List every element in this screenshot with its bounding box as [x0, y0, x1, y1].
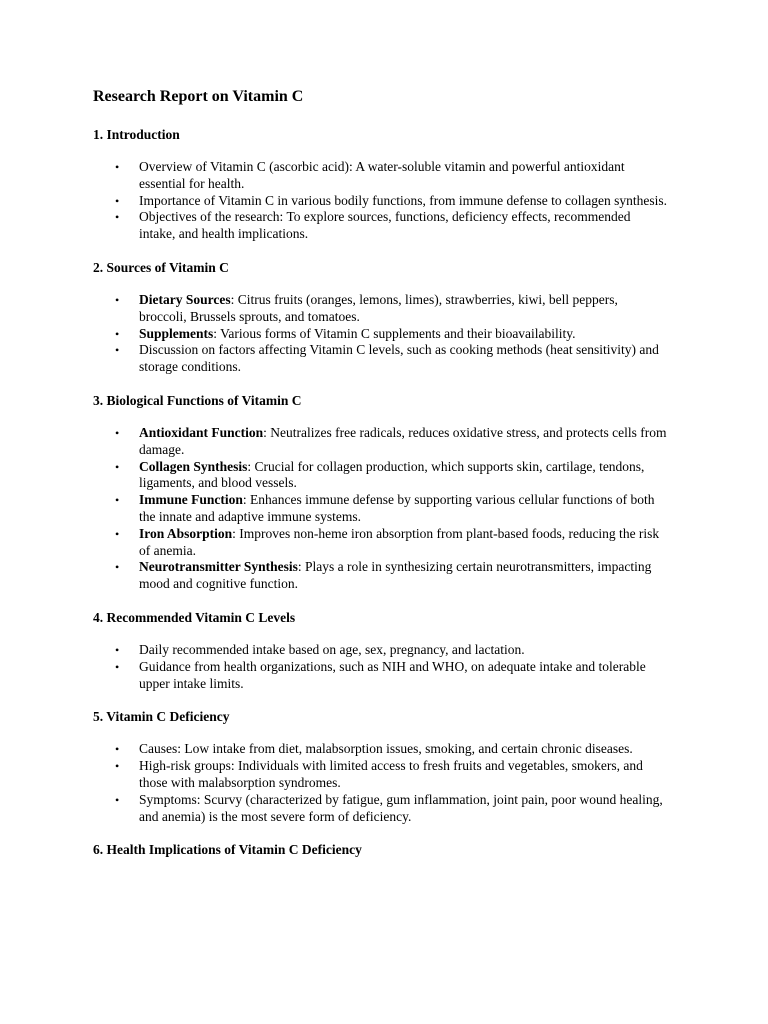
list-item — [93, 792, 668, 826]
item-text: Symptoms: Scurvy (characterized by fatigue, gum inflammation, joint pain, poor wound healing, and anemia) is the most severe form of deficiency. — [139, 791, 663, 824]
item-text: : Enhances immune defense by supporting various cellular functions of both the innate and adaptive immune systems. — [139, 492, 655, 524]
item-text: : Improves non-heme iron absorption from plant-based foods, reducing the risk of anemia. — [139, 525, 660, 558]
item-text: : Plays a role in synthesizing certain neurotransmitters, impacting mood and cognitive function. — [139, 559, 652, 592]
section-heading: 6. Health Implications of Vitamin C Deficiency — [93, 842, 362, 858]
item-text: High-risk groups: Individuals with limited access to fresh fruits and vegetables, smokers, and those with malabsorption syndromes. — [139, 758, 643, 790]
bullet-icon: • — [115, 759, 120, 774]
section-heading: 1. Introduction — [93, 127, 180, 142]
bullet-icon: • — [115, 792, 120, 807]
bullet-icon: • — [115, 292, 120, 307]
section-heading: 5. Vitamin C Deficiency — [93, 709, 230, 725]
item-text: Daily recommended intake based on age, sex, pregnancy, and lactation. — [139, 641, 525, 657]
section-heading: 2. Sources of Vitamin C — [93, 259, 229, 275]
item-text: : Various forms of Vitamin C supplements and their bioavailability. — [213, 325, 576, 341]
list-item — [93, 209, 668, 243]
list-item — [93, 741, 668, 758]
bullet-icon: • — [115, 210, 120, 225]
item-text: : Neutralizes free radicals, reduces oxidative stress, and protects cells from damage. — [139, 424, 667, 457]
bullet-icon: • — [115, 326, 120, 341]
bullet-list — [93, 741, 668, 825]
list-item — [93, 425, 668, 459]
item-text: Importance of Vitamin C in various bodily functions, from immune defense to collagen synthesis. — [139, 192, 667, 208]
bullet-icon: • — [115, 560, 120, 575]
item-text: Discussion on factors affecting Vitamin C levels, such as cooking methods (heat sensitivity) and storage conditions. — [139, 342, 659, 375]
bullet-icon: • — [115, 742, 120, 757]
bullet-icon: • — [115, 193, 120, 208]
list-item — [93, 193, 668, 210]
item-text: Guidance from health organizations, such as NIH and WHO, on adequate intake and tolerable upper intake limits. — [139, 658, 646, 691]
item-term: Iron Absorption — [139, 525, 233, 541]
bullet-icon: • — [115, 160, 120, 174]
bullet-icon: • — [115, 493, 120, 508]
item-term: Immune Function — [139, 492, 243, 508]
bullet-icon: • — [115, 425, 120, 440]
bullet-list — [93, 159, 668, 243]
list-item — [93, 526, 668, 560]
bullet-icon: • — [115, 526, 120, 541]
sections-container — [93, 126, 668, 858]
list-item — [93, 459, 668, 493]
item-term: Supplements — [139, 325, 214, 341]
bullet-list — [93, 425, 668, 593]
bullet-list — [93, 642, 668, 692]
list-item — [93, 559, 668, 593]
item-term: Dietary Sources — [139, 291, 231, 307]
item-text: : Citrus fruits (oranges, lemons, limes), strawberries, kiwi, bell peppers, broccoli, Brussels sprouts, and tomatoes. — [139, 291, 618, 324]
item-term: Neurotransmitter Synthesis — [139, 559, 298, 575]
item-text: : Crucial for collagen production, which supports skin, cartilage, tendons, ligaments, and blood vessels. — [139, 458, 645, 491]
item-term: Collagen Synthesis — [139, 458, 248, 474]
item-text: Overview of Vitamin C (ascorbic acid): A water-soluble vitamin and powerful antioxidant essential for health. — [139, 159, 625, 191]
item-text: Causes: Low intake from diet, malabsorption issues, smoking, and certain chronic diseases. — [139, 741, 633, 757]
list-item — [93, 342, 668, 376]
section-heading: 3. Biological Functions of Vitamin C — [93, 392, 302, 408]
list-item — [93, 159, 668, 193]
list-item — [93, 642, 668, 659]
item-term: Antioxidant Function — [139, 424, 264, 440]
document-title: Research Report on Vitamin C — [93, 88, 304, 105]
bullet-icon: • — [115, 642, 120, 657]
list-item — [93, 659, 668, 693]
bullet-list — [93, 292, 668, 376]
bullet-icon: • — [115, 459, 120, 474]
section-heading: 4. Recommended Vitamin C Levels — [93, 609, 296, 625]
list-item — [93, 292, 668, 326]
item-text: Objectives of the research: To explore sources, functions, deficiency effects, recommended intake, and health implications. — [139, 209, 631, 242]
bullet-icon: • — [115, 343, 120, 358]
list-item — [93, 758, 668, 792]
bullet-icon: • — [115, 659, 120, 674]
list-item — [93, 326, 668, 343]
list-item — [93, 492, 668, 526]
